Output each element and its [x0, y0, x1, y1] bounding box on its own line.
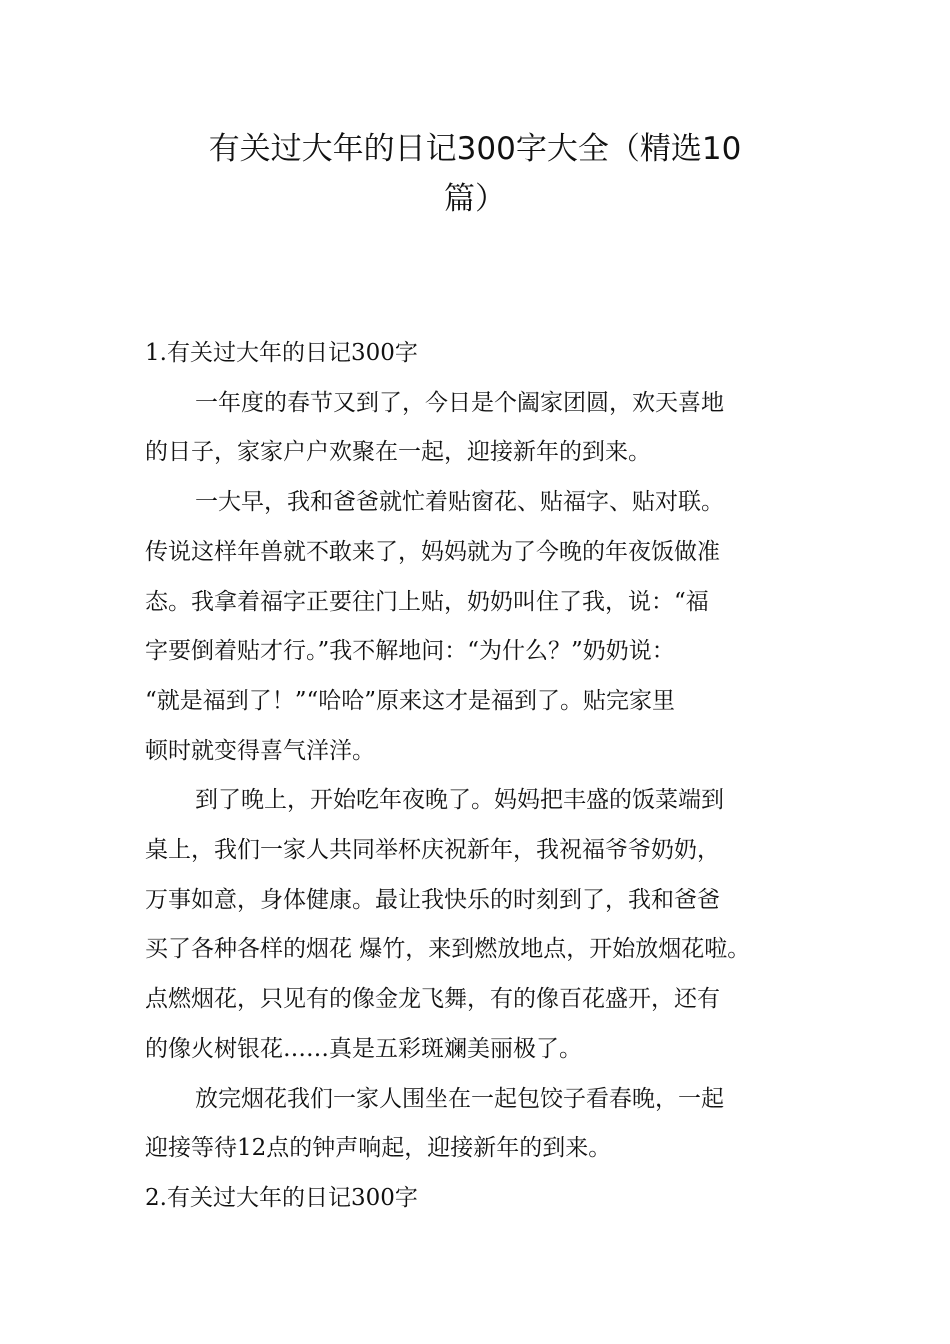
document-body	[145, 329, 825, 1224]
title-line: 有关过大年的日记300字大全（精选10	[208, 131, 742, 167]
paragraph	[145, 478, 825, 776]
paragraph-line: 态。我拿着福字正要往门上贴，奶奶叫住了我，说：“福	[145, 588, 709, 615]
paragraph-line: 迎接等待12点的钟声响起，迎接新年的到来。	[145, 1135, 612, 1162]
section-heading: 2.有关过大年的日记300字	[145, 1184, 418, 1211]
paragraph-line: 的日子，家家户户欢聚在一起，迎接新年的到来。	[145, 439, 651, 466]
paragraph-line: “就是福到了！”“哈哈”原来这才是福到了。贴完家里	[145, 687, 676, 714]
paragraph-line: 传说这样年兽就不敢来了，妈妈就为了今晚的年夜饭做准	[145, 538, 720, 565]
paragraph-line: 万事如意，身体健康。最让我快乐的时刻到了，我和爸爸	[145, 886, 720, 913]
paragraph-line: 到了晚上，开始吃年夜晚了。妈妈把丰盛的饭菜端到	[195, 787, 724, 814]
paragraph-line: 点燃烟花，只见有的像金龙飞舞，有的像百花盛开，还有	[145, 986, 720, 1013]
paragraph	[145, 1075, 825, 1174]
paragraph-line: 放完烟花我们一家人围坐在一起包饺子看春晚，一起	[195, 1085, 724, 1112]
paragraph-line: 桌上，我们一家人共同举杯庆祝新年，我祝福爷爷奶奶，	[145, 837, 720, 864]
paragraph-line: 买了各种各样的烟花 爆竹，来到燃放地点，开始放烟花啦。	[145, 936, 751, 963]
document-title	[0, 124, 950, 224]
paragraph	[145, 379, 825, 478]
paragraph-line: 顿时就变得喜气洋洋。	[145, 737, 375, 764]
paragraph-line: 一大早，我和爸爸就忙着贴窗花、贴福字、贴对联。	[195, 489, 724, 516]
section-heading: 1.有关过大年的日记300字	[145, 340, 418, 366]
paragraph-line: 一年度的春节又到了，今日是个阖家团圆，欢天喜地	[195, 389, 724, 416]
paragraph-line: 字要倒着贴才行。”我不解地问：“为什么？”奶奶说：	[145, 638, 675, 665]
paragraph-line: 的像火树银花……真是五彩斑斓美丽极了。	[145, 1035, 582, 1062]
title-line: 篇）	[444, 181, 506, 217]
paragraph	[145, 776, 825, 1074]
